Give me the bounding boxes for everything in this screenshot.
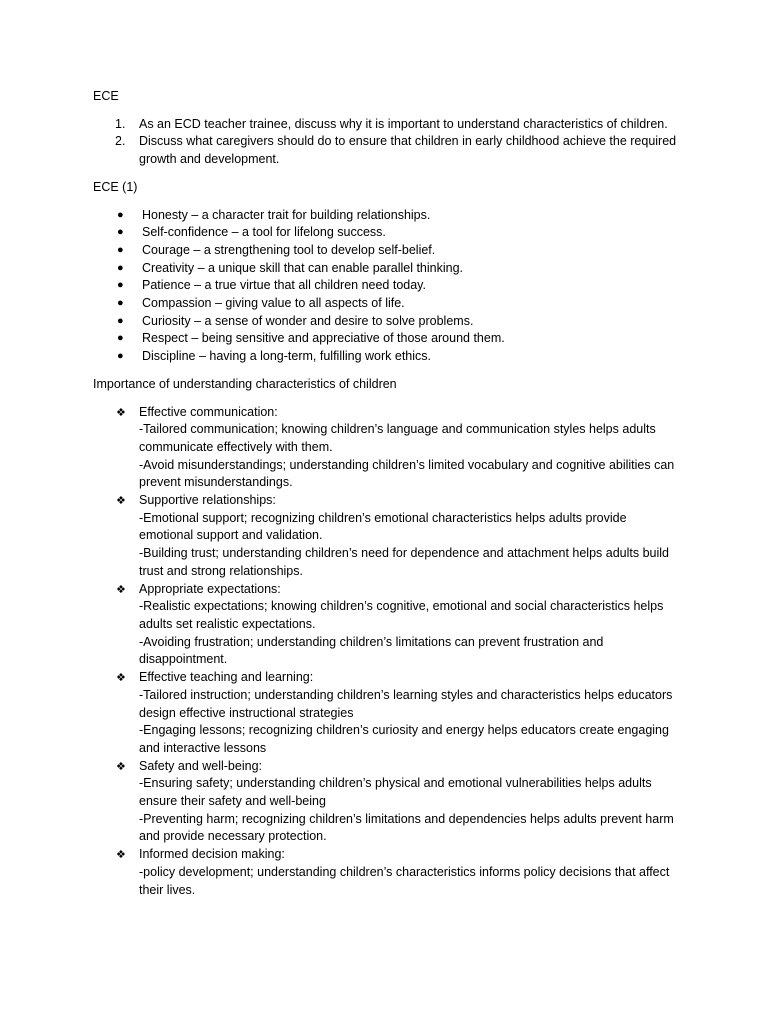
importance-line: -Emotional support; recognizing children’s emotional characteristics helps adults provide emotional support and validation. bbox=[139, 510, 627, 543]
importance-item bbox=[93, 846, 678, 899]
trait-list bbox=[93, 207, 678, 366]
importance-line: -Avoid misunderstandings; understanding children’s limited vocabulary and cognitive abilities can prevent misunderstandings. bbox=[139, 457, 675, 490]
trait-text: Self-confidence – a tool for lifelong success. bbox=[142, 225, 386, 240]
trait-text: Courage – a strengthening tool to develop self-belief. bbox=[142, 242, 436, 257]
importance-title: Informed decision making: bbox=[139, 847, 285, 862]
importance-item bbox=[93, 581, 678, 670]
trait-item bbox=[93, 313, 678, 331]
trait-text: Compassion – giving value to all aspects of life. bbox=[142, 296, 405, 311]
importance-line: -Tailored communication; knowing children’s language and communication styles helps adults communicate effectively with them. bbox=[139, 422, 656, 454]
importance-item bbox=[93, 669, 678, 758]
bullet-icon: ● bbox=[117, 261, 124, 274]
trait-text: Discipline – having a long-term, fulfilling work ethics. bbox=[142, 349, 432, 364]
importance-line: -Avoiding frustration; understanding children’s limitations can prevent frustration and disappointment. bbox=[139, 634, 604, 667]
section-title: Importance of understanding characteristics of children bbox=[93, 376, 397, 391]
trait-item bbox=[93, 260, 678, 278]
importance-list bbox=[93, 404, 678, 900]
importance-line: -Preventing harm; recognizing children’s limitations and dependencies helps adults prevent harm and provide necessary protection. bbox=[139, 811, 674, 844]
diamond-bullet-icon: ❖ bbox=[116, 582, 126, 596]
importance-line: -Realistic expectations; knowing children’s cognitive, emotional and social characteristics helps adults set realistic expectations. bbox=[139, 599, 664, 631]
bullet-icon: ● bbox=[117, 226, 124, 239]
trait-item bbox=[93, 224, 678, 242]
importance-item bbox=[93, 492, 678, 581]
question-item bbox=[93, 116, 678, 134]
question-text: Discuss what caregivers should do to ensure that children in early childhood achieve the required growth and development. bbox=[139, 134, 677, 167]
importance-line: -Building trust; understanding children’s need for dependence and attachment helps adults build trust and strong relationships. bbox=[139, 546, 669, 578]
trait-text: Curiosity – a sense of wonder and desire to solve problems. bbox=[142, 313, 474, 328]
importance-item bbox=[93, 404, 678, 493]
importance-line: -policy development; understanding children’s characteristics informs policy decisions that affect their lives. bbox=[139, 864, 670, 897]
question-text: As an ECD teacher trainee, discuss why it is important to understand characteristics of children. bbox=[139, 116, 668, 131]
question-item bbox=[93, 133, 678, 168]
question-number: 1. bbox=[115, 116, 126, 131]
importance-line: -Engaging lessons; recognizing children’s curiosity and energy helps educators create engaging and interactive lessons bbox=[139, 723, 669, 755]
heading-ece-1: ECE (1) bbox=[93, 179, 138, 194]
trait-item bbox=[93, 207, 678, 225]
bullet-icon: ● bbox=[117, 314, 124, 327]
question-list bbox=[93, 116, 678, 169]
trait-item bbox=[93, 348, 678, 366]
bullet-icon: ● bbox=[117, 208, 124, 221]
importance-title: Supportive relationships: bbox=[139, 493, 276, 508]
importance-item bbox=[93, 758, 678, 847]
trait-item bbox=[93, 277, 678, 295]
bullet-icon: ● bbox=[117, 350, 124, 363]
importance-title: Effective teaching and learning: bbox=[139, 670, 314, 685]
trait-item bbox=[93, 242, 678, 260]
diamond-bullet-icon: ❖ bbox=[116, 405, 126, 419]
trait-text: Honesty – a character trait for building relationships. bbox=[142, 207, 431, 222]
diamond-bullet-icon: ❖ bbox=[116, 848, 126, 862]
diamond-bullet-icon: ❖ bbox=[116, 494, 126, 508]
question-number: 2. bbox=[115, 134, 126, 149]
diamond-bullet-icon: ❖ bbox=[116, 671, 126, 685]
importance-line: -Tailored instruction; understanding children’s learning styles and characteristics helps educators design effective instructional strategies bbox=[139, 687, 673, 720]
bullet-icon: ● bbox=[117, 297, 124, 310]
trait-text: Patience – a true virtue that all children need today. bbox=[142, 278, 426, 293]
importance-title: Effective communication: bbox=[139, 404, 278, 419]
heading-ece: ECE bbox=[93, 89, 119, 103]
bullet-icon: ● bbox=[117, 279, 124, 292]
importance-title: Safety and well-being: bbox=[139, 758, 262, 773]
trait-text: Creativity – a unique skill that can enable parallel thinking. bbox=[142, 260, 464, 275]
trait-text: Respect – being sensitive and appreciative of those around them. bbox=[142, 331, 505, 346]
importance-title: Appropriate expectations: bbox=[139, 581, 281, 596]
trait-item bbox=[93, 295, 678, 313]
trait-item bbox=[93, 330, 678, 348]
diamond-bullet-icon: ❖ bbox=[116, 759, 126, 773]
bullet-icon: ● bbox=[117, 332, 124, 345]
importance-line: -Ensuring safety; understanding children’s physical and emotional vulnerabilities helps adults ensure their safety and well-being bbox=[139, 776, 652, 809]
bullet-icon: ● bbox=[117, 243, 124, 256]
